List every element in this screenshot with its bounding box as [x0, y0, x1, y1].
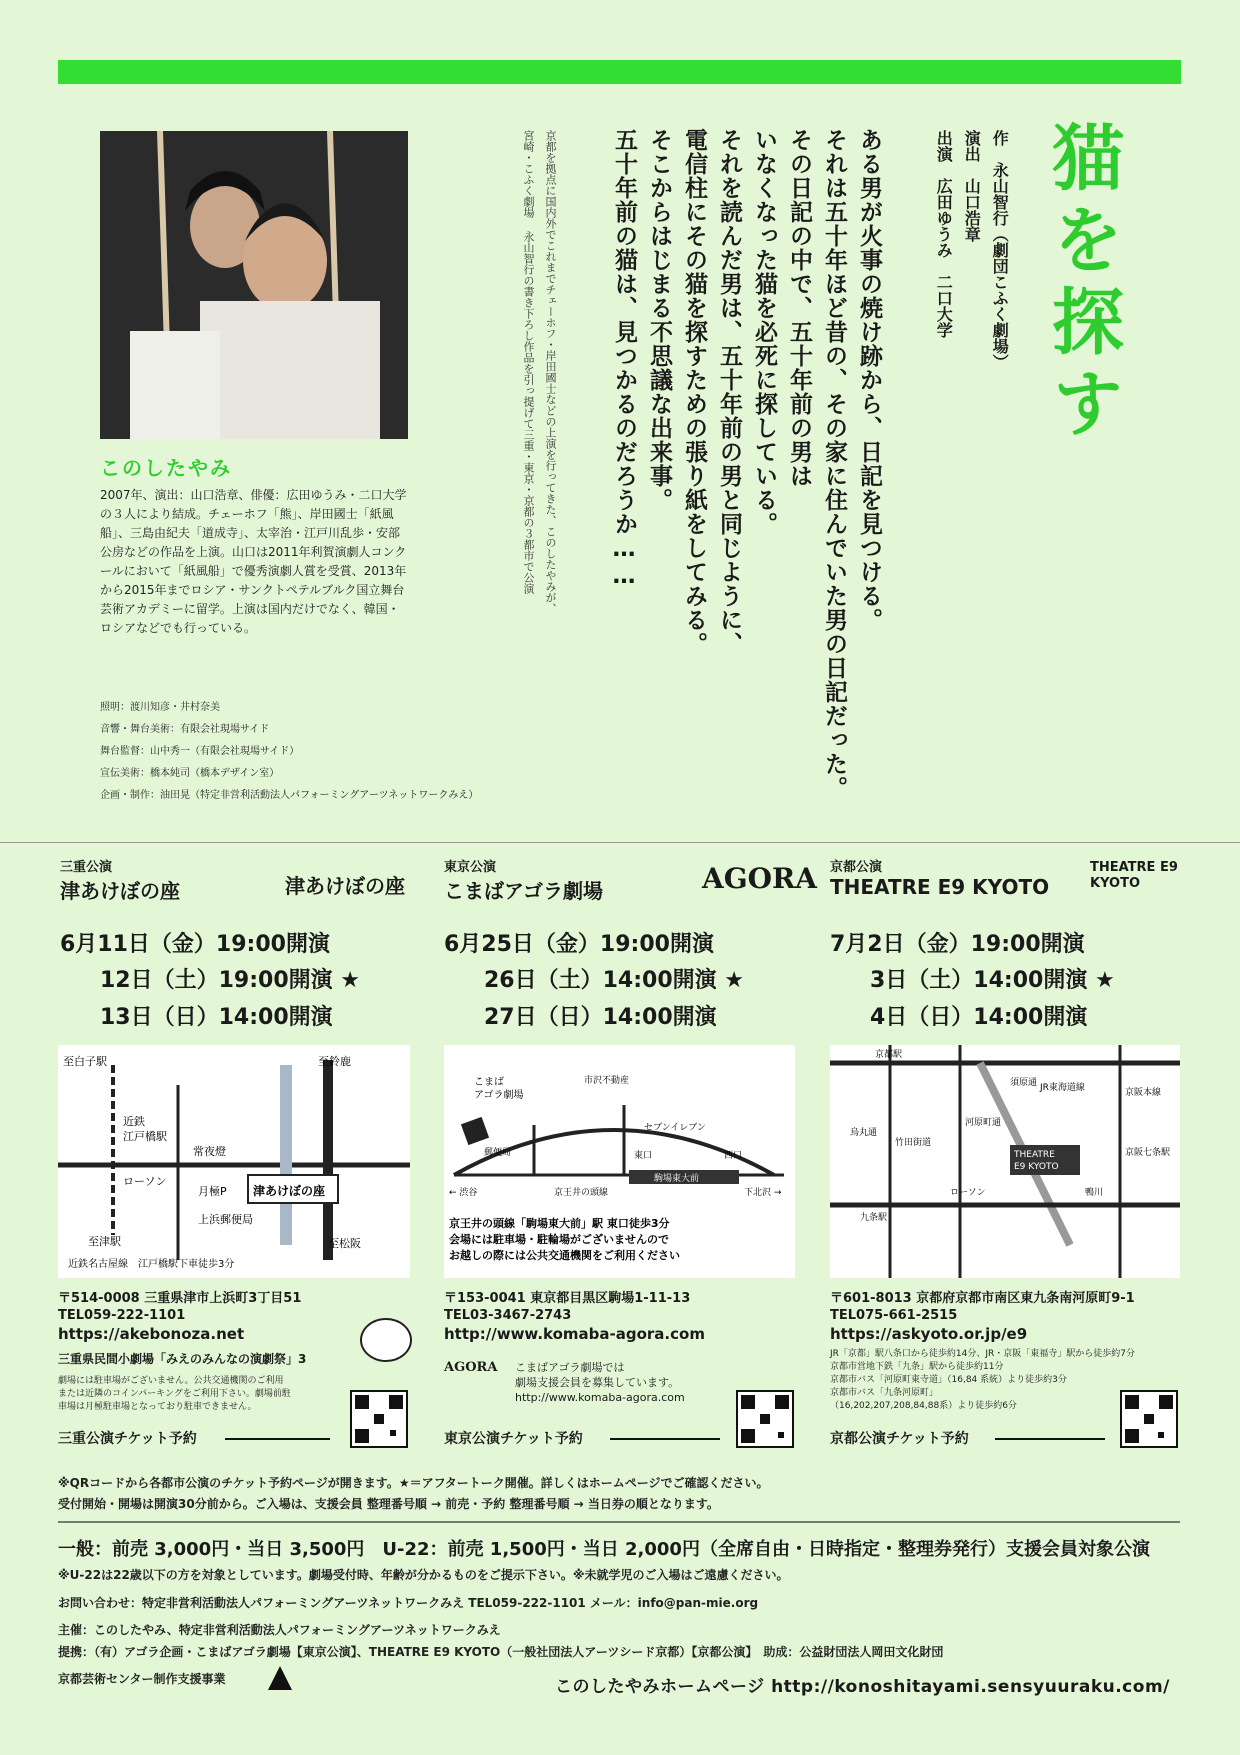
- qr-code-kyoto[interactable]: [1120, 1390, 1178, 1448]
- qr-code-mie[interactable]: [350, 1390, 408, 1448]
- address-line: 〒601-8013 京都府京都市南区東九条南河原町9-1: [830, 1291, 1135, 1306]
- top-green-bar: [58, 60, 1181, 84]
- date-line: 4日（日）14:00開演: [870, 1005, 1088, 1030]
- venue-note: 京都市バス「河原町東寺道」（16,84 系統）より徒歩約3分: [830, 1375, 1067, 1385]
- support-text: こまばアゴラ劇場では 劇場支援会員を募集しています。 http://www.komaba-agora.com: [515, 1361, 685, 1404]
- venue-note: 京都市営地下鉄「九条」駅から徒歩約11分: [830, 1362, 1004, 1372]
- staff-line: 企画・制作：油田晃（特定非営利活動法人パフォーミングアーツネットワークみえ）: [100, 790, 479, 801]
- svg-text:京王井の頭線: 京王井の頭線: [554, 1188, 609, 1198]
- venue-note: 京都市バス「九条河原町」: [830, 1388, 939, 1398]
- production-photo: [100, 131, 408, 439]
- svg-text:こまば: こまば: [474, 1077, 504, 1088]
- map-tokyo: [444, 1045, 795, 1278]
- svg-text:鴨川: 鴨川: [1085, 1188, 1104, 1198]
- company-description: 2007年、演出：山口浩章、俳優：広田ゆうみ・二口大学の３人により結成。チェーホフ「熊」、岸田國士「紙風船」、三島由紀夫「道成寺」、太宰治・江戸川乱歩・安部公房などの作品を上演。山口は2011年利賀演劇人コンクールにおいて「紙風船」で優秀演劇人賞を受賞、2013年から2015年までロシア・サンクトペテルブルク国立舞台芸術アカデミーに留学。上演は国内だけでなく、韓国・ロシアなどでも行っている。: [100, 488, 407, 635]
- festival-text: 三重県民間小劇場「みえのみんなの演劇祭」3: [58, 1352, 307, 1366]
- address-line: 〒514-0008 三重県津市上浜町3丁目51: [58, 1291, 302, 1306]
- address-line: 〒153-0041 東京都目黒区駒場1-11-13: [444, 1291, 691, 1306]
- kyoto-art-center-logo-icon: [268, 1666, 292, 1690]
- venue-label-kyoto: 京都公演: [830, 860, 883, 875]
- svg-text:河原町通: 河原町通: [965, 1118, 1002, 1128]
- staff-line: 照明：渡川知彦・井村奈美: [100, 702, 220, 713]
- play-title: 猫を探す: [1040, 120, 1124, 448]
- svg-text:近鉄名古屋線 江戸橋駅下車徒歩3分: 近鉄名古屋線 江戸橋駅下車徒歩3分: [68, 1259, 235, 1270]
- svg-text:京阪七条駅: 京阪七条駅: [1125, 1148, 1171, 1158]
- svg-text:市沢不動産: 市沢不動産: [584, 1076, 630, 1086]
- poem-line: いなくなった猫を必死に探している。: [751, 128, 777, 536]
- svg-text:九条駅: 九条駅: [860, 1213, 888, 1223]
- price-line: 一般：前売 3,000円・当日 3,500円 U-22：前売 1,500円・当日 2,000円（全席自由・日時指定・整理券発行）支援会員対象公演: [58, 1539, 1150, 1560]
- svg-text:ローソン: ローソン: [950, 1188, 986, 1198]
- svg-text:竹田街道: 竹田街道: [895, 1138, 932, 1148]
- svg-text:須原通: 須原通: [1010, 1078, 1038, 1088]
- map-mie: [58, 1045, 410, 1278]
- staff-line: 音響・舞台美術：有限会社現場サイド: [100, 724, 270, 735]
- poem-line: それを読んだ男は、五十年前の男と同じように、: [716, 128, 742, 656]
- footer-line: ※U-22は22歳以下の方を対象としています。劇場受付時、年齢が分かるものをご提示下さい。※未就学児のご入場はご遠慮ください。: [58, 1568, 789, 1582]
- venue-logo-tokyo: AGORA: [702, 862, 818, 895]
- poem-line: ある男が火事の焼け跡から、日記を見つける。: [856, 128, 882, 632]
- venue-url[interactable]: https://akebonoza.net: [58, 1325, 245, 1343]
- venue-note: 車場は月極駐車場となっており駐車できません。: [58, 1402, 257, 1412]
- arrow-right-icon: [995, 1438, 1105, 1440]
- map-kyoto: [830, 1045, 1180, 1278]
- date-line: 12日（土）19:00開演 ★: [100, 968, 361, 993]
- ticket-link-kyoto[interactable]: 京都公演チケット予約: [830, 1431, 969, 1447]
- festival-logo-icon: [360, 1318, 412, 1362]
- date-line: 6月11日（金）19:00開演: [60, 932, 330, 957]
- svg-text:駒場東大前: 駒場東大前: [654, 1174, 700, 1184]
- footer-line: 提携：（有）アゴラ企画・こまばアゴラ劇場【東京公演】、THEATRE E9 KYOTO（一般社団法人アーツシード京都）【京都公演】 助成：公益財団法人岡田文化財団: [58, 1645, 944, 1659]
- qr-code-tokyo[interactable]: [736, 1390, 794, 1448]
- venue-note: 劇場には駐車場がございません。公共交通機関のご利用: [58, 1376, 284, 1386]
- venue-note: JR「京都」駅八条口から徒歩約14分、JR・京阪「東福寺」駅から徒歩約7分: [830, 1349, 1135, 1359]
- svg-text:郵便局: 郵便局: [484, 1148, 512, 1158]
- svg-text:江戸橋駅: 江戸橋駅: [123, 1130, 167, 1143]
- address-line: TEL075-661-2515: [830, 1308, 958, 1323]
- credit-playwright: 作 永山智行（劇団こふく劇場）: [990, 130, 1010, 370]
- date-line: 26日（土）14:00開演 ★: [484, 968, 745, 993]
- date-line: 27日（日）14:00開演: [484, 1005, 717, 1030]
- svg-text:至松阪: 至松阪: [328, 1237, 361, 1250]
- ticket-link-mie[interactable]: 三重公演チケット予約: [58, 1431, 197, 1447]
- svg-text:京王井の頭線「駒場東大前」駅 東口徒歩3分: 京王井の頭線「駒場東大前」駅 東口徒歩3分: [449, 1217, 670, 1230]
- company-name: このしたやみ: [100, 456, 232, 480]
- bio-vertical-line: 京都を拠点に国内外でこれまでチェーホフ・岸田國士などの上演を行ってきた、このしたやみが、: [544, 130, 557, 614]
- footer-line: 京都芸術センター制作支援事業: [58, 1672, 226, 1686]
- svg-text:← 渋谷: ← 渋谷: [449, 1188, 478, 1198]
- arrow-right-icon: [610, 1438, 720, 1440]
- divider: [0, 842, 1240, 843]
- agora-logo-icon: AGORA: [444, 1360, 498, 1375]
- svg-text:JR東海道線: JR東海道線: [1040, 1083, 1085, 1093]
- svg-text:西口: 西口: [724, 1151, 743, 1161]
- staff-line: 舞台監督：山中秀一（有限会社現場サイド）: [100, 746, 300, 757]
- address-line: TEL03-3467-2743: [444, 1308, 572, 1323]
- ticket-link-tokyo[interactable]: 東京公演チケット予約: [444, 1431, 583, 1447]
- svg-text:常夜燈: 常夜燈: [193, 1145, 226, 1158]
- venue-label-mie: 三重公演: [60, 860, 113, 875]
- svg-text:京都駅: 京都駅: [875, 1050, 903, 1060]
- poem-line: その日記の中で、五十年前の男は: [786, 128, 812, 488]
- svg-text:烏丸通: 烏丸通: [850, 1128, 878, 1138]
- homepage-link[interactable]: このしたやみホームページ http://konoshitayami.sensyuuraku.com/: [555, 1677, 1170, 1697]
- staff-line: 宣伝美術：橋本純司（橋本デザイン室）: [100, 768, 280, 779]
- footer-line: 主催：このしたやみ、特定非営利活動法人パフォーミングアーツネットワークみえ: [58, 1623, 501, 1637]
- svg-text:至津駅: 至津駅: [88, 1235, 121, 1248]
- svg-text:月極P: 月極P: [198, 1185, 227, 1198]
- date-line: 7月2日（金）19:00開演: [830, 932, 1085, 957]
- venue-url[interactable]: http://www.komaba-agora.com: [444, 1325, 705, 1343]
- poem-line: 電信柱にその猫を探すための張り紙をしてみる。: [681, 128, 707, 656]
- venue-logo-mie: 津あけぼの座: [285, 874, 405, 898]
- note-line: ※QRコードから各都市公演のチケット予約ページが開きます。★＝アフタートーク開催。詳しくはホームページでご確認ください。: [58, 1476, 769, 1490]
- credit-director: 演出 山口浩章: [962, 130, 982, 242]
- svg-text:津あけぼの座: 津あけぼの座: [253, 1184, 326, 1198]
- venue-note: または近隣のコインパーキングをご利用下さい。劇場前駐: [58, 1389, 291, 1399]
- svg-text:至白子駅: 至白子駅: [63, 1055, 107, 1068]
- svg-text:ローソン: ローソン: [123, 1175, 167, 1188]
- poem-line: それは五十年ほど昔の、その家に住んでいた男の日記だった。: [821, 128, 847, 800]
- svg-text:アゴラ劇場: アゴラ劇場: [474, 1090, 524, 1101]
- venue-name-kyoto: THEATRE E9 KYOTO: [830, 875, 1050, 899]
- poem-line: そこからはじまる不思議な出来事。: [646, 128, 672, 512]
- svg-text:上浜郵便局: 上浜郵便局: [198, 1213, 253, 1226]
- arrow-right-icon: [225, 1438, 330, 1440]
- poem-line: 五十年前の猫は、見つかるのだろうか……: [611, 128, 637, 590]
- date-line: 3日（土）14:00開演 ★: [870, 968, 1115, 993]
- svg-text:東口: 東口: [634, 1151, 653, 1161]
- svg-text:近鉄: 近鉄: [123, 1115, 145, 1128]
- bio-vertical-line: 宮崎・こふく劇場 永山智行の書き下ろし作品を引っ提げて三重・東京・京都の３都市で公演: [522, 130, 535, 594]
- venue-logo-kyoto: THEATRE E9 KYOTO: [1090, 860, 1178, 891]
- date-line: 6月25日（金）19:00開演: [444, 932, 714, 957]
- svg-text:至鈴鹿: 至鈴鹿: [318, 1055, 351, 1068]
- address-line: TEL059-222-1101: [58, 1308, 186, 1323]
- svg-text:京阪本線: 京阪本線: [1125, 1088, 1162, 1098]
- credit-cast: 出演 広田ゆうみ 二口大学: [934, 130, 954, 338]
- svg-text:お越しの際には公共交通機関をご利用ください: お越しの際には公共交通機関をご利用ください: [449, 1249, 680, 1262]
- date-line: 13日（日）14:00開演: [100, 1005, 333, 1030]
- venue-url[interactable]: https://askyoto.or.jp/e9: [830, 1325, 1028, 1343]
- venue-label-tokyo: 東京公演: [444, 860, 497, 875]
- svg-text:下北沢 →: 下北沢 →: [744, 1188, 782, 1198]
- venue-name-tokyo: こまばアゴラ劇場: [444, 879, 603, 903]
- venue-name-mie: 津あけぼの座: [60, 879, 180, 903]
- svg-text:THEATRE: THEATRE: [1014, 1150, 1055, 1160]
- svg-text:会場には駐車場・駐輪場がございませんので: 会場には駐車場・駐輪場がございませんので: [449, 1233, 669, 1246]
- svg-text:E9 KYOTO: E9 KYOTO: [1014, 1162, 1059, 1172]
- svg-text:セブンイレブン: セブンイレブン: [644, 1123, 706, 1133]
- note-line: 受付開始・開場は開演30分前から。ご入場は、支援会員 整理番号順 → 前売・予約 整理番号順 → 当日券の順となります。: [58, 1497, 719, 1511]
- venue-note: （16,202,207,208,84,88系）より徒歩約6分: [830, 1401, 1017, 1411]
- footer-line: お問い合わせ：特定非営利活動法人パフォーミングアーツネットワークみえ TEL059-222-1101 メール：info@pan-mie.org: [58, 1596, 759, 1610]
- divider: [58, 1521, 1180, 1523]
